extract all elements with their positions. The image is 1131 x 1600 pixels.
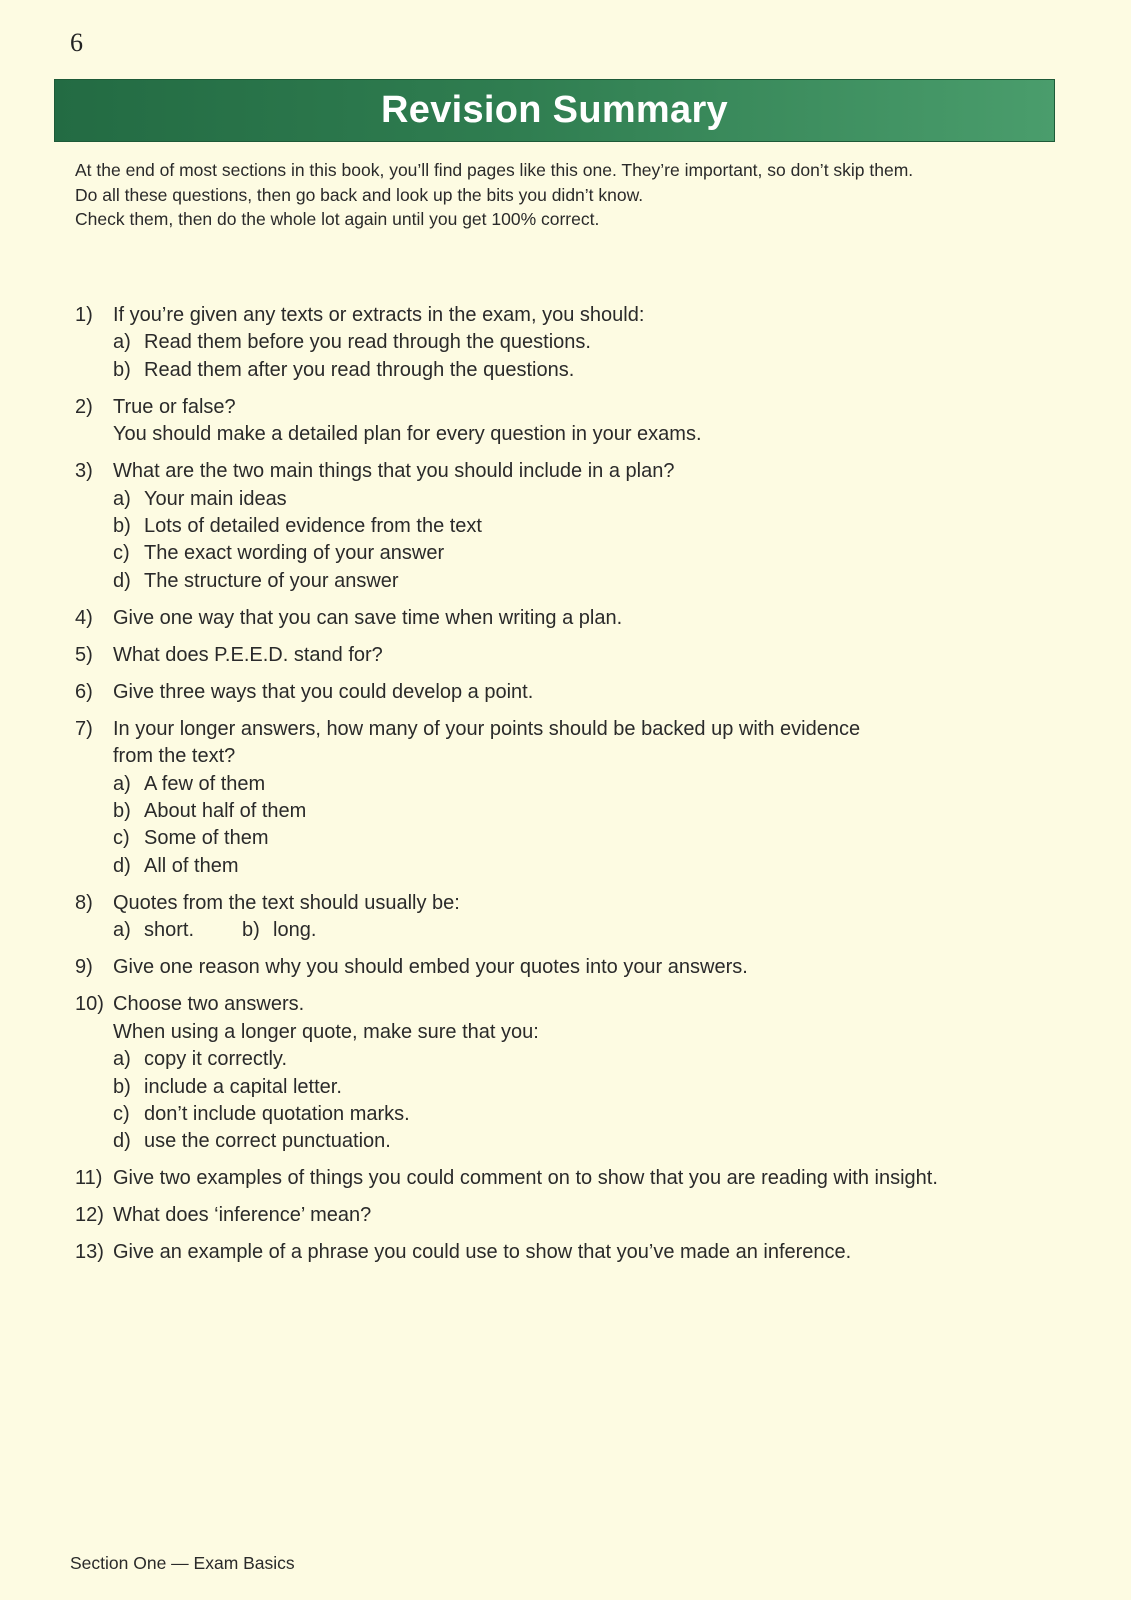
answer-option — [113, 568, 1075, 595]
question-text: Quotes from the text should usually be: — [113, 891, 460, 914]
option-letter: c) — [113, 1102, 130, 1125]
question-text: What are the two main things that you should include in a plan? — [113, 460, 675, 483]
question-body — [113, 890, 1075, 945]
question-text: You should make a detailed plan for every question in your exams. — [113, 423, 702, 446]
answer-option — [113, 1128, 1075, 1155]
option-letter: d) — [113, 854, 131, 877]
question-item — [75, 642, 1075, 669]
question-number: 12) — [75, 1204, 104, 1227]
question-text: Choose two answers. — [113, 993, 305, 1016]
question-number: 3) — [75, 460, 93, 483]
option-letter: d) — [113, 569, 131, 592]
question-text: What does ‘inference’ mean? — [113, 1204, 372, 1227]
option-letter: a) — [113, 331, 131, 354]
question-item — [75, 954, 1075, 981]
question-text: Give three ways that you could develop a point. — [113, 680, 534, 703]
question-item — [75, 302, 1075, 384]
option-letter: b) — [113, 358, 131, 381]
question-number: 4) — [75, 606, 93, 629]
option-letter: a) — [113, 487, 131, 510]
answer-option — [113, 1101, 1075, 1128]
question-text: What does P.E.E.D. stand for? — [113, 643, 383, 666]
question-number: 5) — [75, 643, 93, 666]
question-number: 6) — [75, 680, 93, 703]
question-body — [113, 605, 1075, 632]
question-item — [75, 1165, 1075, 1192]
question-body — [113, 679, 1075, 706]
option-letter: b) — [113, 515, 131, 538]
question-item — [75, 991, 1075, 1155]
question-number: 10) — [75, 993, 104, 1016]
option-text: The structure of your answer — [144, 569, 399, 592]
intro-text — [75, 158, 1065, 232]
option-text: About half of them — [144, 800, 307, 823]
question-body — [113, 1165, 1075, 1192]
option-text: long. — [273, 919, 317, 942]
question-body — [113, 642, 1075, 669]
question-text: from the text? — [113, 745, 236, 768]
answer-option — [113, 825, 1075, 852]
question-number: 8) — [75, 891, 93, 914]
page-number: 6 — [70, 28, 83, 57]
option-letter: d) — [113, 1130, 131, 1153]
intro-line: Do all these questions, then go back and look up the bits you didn’t know. — [75, 184, 644, 205]
question-text: Give one reason why you should embed your quotes into your answers. — [113, 956, 748, 979]
question-body — [113, 302, 1075, 384]
option-text: short. — [144, 919, 195, 942]
question-number: 2) — [75, 395, 93, 418]
question-text: If you’re given any texts or extracts in the exam, you should: — [113, 304, 645, 326]
option-text: A few of them — [144, 772, 266, 795]
option-letter: b) — [113, 800, 131, 823]
question-number: 11) — [75, 1167, 103, 1190]
answer-option — [113, 486, 1075, 513]
option-text: Lots of detailed evidence from the text — [144, 515, 482, 538]
question-item — [75, 716, 1075, 880]
question-item — [75, 679, 1075, 706]
question-text: In your longer answers, how many of your points should be backed up with evidence — [113, 717, 861, 740]
question-text: Give an example of a phrase you could use to show that you’ve made an inference. — [113, 1241, 852, 1264]
answer-option — [113, 798, 1075, 825]
question-item — [75, 394, 1075, 449]
answer-option — [113, 1046, 1075, 1073]
question-number: 7) — [75, 717, 93, 740]
section-footer: Section One — Exam Basics — [70, 1553, 295, 1573]
question-number: 13) — [75, 1241, 104, 1264]
question-item — [75, 1239, 1075, 1266]
question-body — [113, 991, 1075, 1155]
question-item — [75, 605, 1075, 632]
option-text: include a capital letter. — [144, 1075, 342, 1098]
question-number: 1) — [75, 304, 93, 326]
page-title: Revision Summary — [381, 89, 728, 131]
option-text: Some of them — [144, 827, 269, 850]
option-letter: c) — [113, 827, 130, 850]
answer-option — [113, 771, 1075, 798]
answer-option — [113, 540, 1075, 567]
option-text: Your main ideas — [144, 487, 287, 510]
answer-option — [113, 329, 1075, 356]
question-body — [113, 1239, 1075, 1266]
inline-options — [113, 917, 1075, 944]
question-body — [113, 954, 1075, 981]
intro-line: Check them, then do the whole lot again until you get 100% correct. — [75, 209, 600, 229]
question-item — [75, 890, 1075, 945]
question-item — [75, 458, 1075, 595]
question-text: Give two examples of things you could comment on to show that you are reading with insight. — [113, 1167, 938, 1190]
answer-option — [113, 1074, 1075, 1101]
question-body — [113, 394, 1075, 449]
answer-option — [113, 357, 1075, 384]
answer-option — [113, 513, 1075, 540]
question-body — [113, 716, 1075, 880]
question-text: When using a longer quote, make sure that you: — [113, 1020, 539, 1043]
question-text: Give one way that you can save time when writing a plan. — [113, 606, 623, 629]
answer-option — [113, 853, 1075, 880]
option-text: don’t include quotation marks. — [144, 1102, 410, 1125]
option-letter: b) — [242, 919, 260, 942]
option-text: Read them before you read through the questions. — [144, 331, 591, 354]
option-letter: a) — [113, 772, 131, 795]
option-text: copy it correctly. — [144, 1048, 287, 1071]
option-letter: a) — [113, 919, 131, 942]
option-text: Read them after you read through the questions. — [144, 358, 575, 381]
option-text: The exact wording of your answer — [144, 542, 445, 565]
question-body — [113, 1202, 1075, 1229]
question-list — [75, 302, 1075, 1276]
option-text: All of them — [144, 854, 239, 877]
question-text: True or false? — [113, 395, 236, 418]
intro-line: At the end of most sections in this book, you’ll find pages like this one. They’re important, so don’t skip them. — [75, 160, 914, 180]
question-body — [113, 458, 1075, 595]
option-letter: b) — [113, 1075, 131, 1098]
title-banner — [54, 79, 1055, 142]
option-letter: a) — [113, 1048, 131, 1071]
option-letter: c) — [113, 542, 130, 565]
option-text: use the correct punctuation. — [144, 1130, 391, 1153]
question-number: 9) — [75, 956, 93, 979]
question-item — [75, 1202, 1075, 1229]
